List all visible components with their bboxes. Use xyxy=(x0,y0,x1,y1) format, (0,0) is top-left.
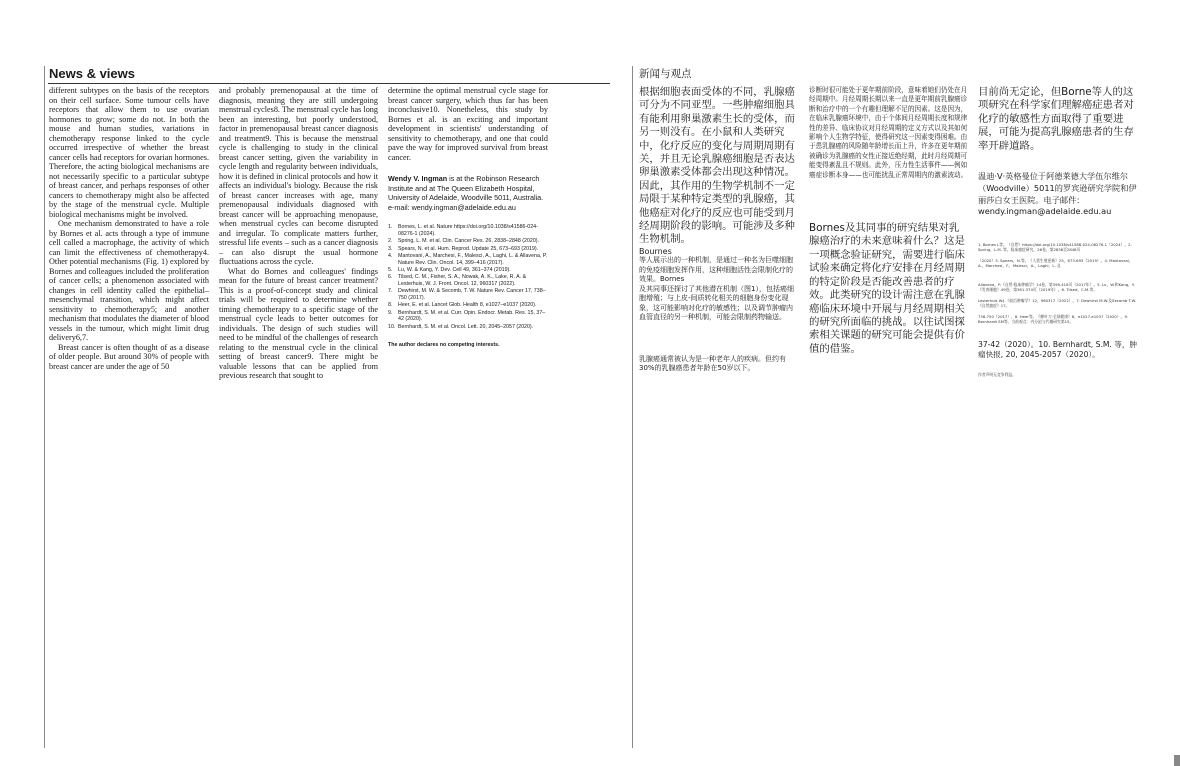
reference-item xyxy=(388,288,548,301)
author-bio-zh: 温迪·V·英格曼位于阿德莱德大学伍尔维尔（Woodville）5011的罗宾逊研究学院和伊丽莎白女王医院。电子邮件：wendy.ingman@adelaide.edu.au xyxy=(978,171,1137,217)
paragraph: determine the optimal menstrual cycle stage for breast cancer surgery, which thus far has been inconclusive10. Nonetheless, this study by Bornes et al. is an exciting and important development in scientists' understanding of sensitivity to chemotherapy, and one that could pave the way for improved survival from breast cancer. xyxy=(388,86,548,162)
reference-text: Mantovani, A., Marchesi, F., Malesci, A., Laghi, L. & Allavena, P. Nature Rev. Clin. Oncol. 14, 399–416 (2017). xyxy=(398,252,548,266)
reference-item xyxy=(388,224,548,237)
paragraph: Bournes xyxy=(639,246,672,256)
reference-number: 1. xyxy=(388,224,393,231)
paragraph: 等人展示出的一种机制，是通过一种名为巨噬细胞的免疫细胞发挥作用，这种细胞活性会限制化疗的效果。Bornes xyxy=(639,256,793,284)
reference-number: 2. xyxy=(388,238,393,245)
column-3 xyxy=(388,86,548,348)
competing-interests-zh: 作者声明无竞争利益。 xyxy=(978,372,1016,378)
reference-item xyxy=(388,238,548,245)
reference-number: 8. xyxy=(388,302,393,309)
paragraph: Bornes及其同事的研究结果对乳腺癌治疗的未来意味着什么？这是一项概念验证研究，需要进行临床试验来确定将化疗安排在月经周期的特定阶段是否能改善患者的疗效。此类研究的设计需注意在乳腺癌临床环境中开展与月经周期相关的研究所面临的挑战。以往试图探索相关课题的研究可能会提供有价值的借鉴。 xyxy=(809,222,965,355)
author-affiliation: is at the Robinson Research Institute and at The Queen Elizabeth Hospital, University of Adelaide, Woodville 5011, Australia. xyxy=(388,174,544,203)
reference-text: Tilsed, C. M., Fisher, S. A., Nowak, A. K., Lake, R. A. & Lesterhuis, W. J. Front. Oncol. 12, 960317 (2022). xyxy=(398,274,527,287)
reference-number: 7. xyxy=(388,288,393,295)
reference-text: Dewhirst, M. W. & Secomb, T. W. Nature Rev. Cancer 17, 738–750 (2017). xyxy=(398,288,546,301)
reference-item xyxy=(388,324,548,331)
zh-column-3 xyxy=(978,86,1138,377)
left-margin-line xyxy=(44,66,45,748)
author-name: Wendy V. Ingman xyxy=(388,174,448,183)
reference-item xyxy=(388,310,548,323)
references-zh: Lesterhuis W.J.《前沿肿瘤学》12，960317（2022）。7. Dewhirst M.W.及Secomb T.W.《自然癌症》17。 xyxy=(978,298,1137,309)
author-bio xyxy=(388,174,548,203)
reference-list xyxy=(388,224,548,330)
reference-number: 9. xyxy=(388,309,393,316)
reference-number: 10. xyxy=(388,323,396,330)
reference-text: Bornes, L. et al. Nature https://doi.org/10.1038/s41586-024-08276-1 (2024). xyxy=(398,224,538,238)
column-2 xyxy=(219,86,378,381)
zh-column-2 xyxy=(809,86,969,356)
references-zh: 738-750（2017），8. Heer等。《柳叶刀·全球健康》8，e1027-e1037（2020）。9. Bernhardt SM等。当前观点：内分泌与代谢研究第15。 xyxy=(978,314,1129,325)
references-zh: 1. Bornes L等。《自然》https://doi.org/10.1038/s41586-024-08276-1（2024）。2. Spring，L.M. 等。临床癌症研究，26卷，第2838至2848页 xyxy=(978,242,1132,253)
competing-interests: The author declares no competing interests. xyxy=(388,342,500,349)
reference-number: 6. xyxy=(388,274,393,281)
paragraph: 根据细胞表面受体的不同，乳腺癌可分为不同亚型。一些肿瘤细胞具有能利用卵巢激素生长的受体，而另一则没有。在小鼠和人类研究中，化疗反应的变化与周期周期有关，并且无论乳腺癌细胞是否表达卵巢激素受体都会出现这种情况。因此，其作用的生物学机制不一定局限于某种特定类型的乳腺癌，其他癌症对化疗的反应也可能受到月经周期阶段的影响。可能涉及多种生物机制。 xyxy=(639,86,795,246)
reference-text: Spring, L. M. et al. Clin. Cancer Res. 26, 2838–2848 (2020). xyxy=(398,238,540,245)
reference-text: Heer, E. et al. Lancet Glob. Health 8, e1027–e1037 (2020). xyxy=(398,302,537,309)
paragraph: 及其同事还探讨了其他潜在机制（图1），包括癌细胞增殖；与上皮-间质转化相关的细胞身份变化现象，这可能影响对化疗的敏感性；以及调节肿瘤内血管直径的另一种机制，可能会限制药物输送。 xyxy=(639,284,794,322)
paragraph: different subtypes on the basis of the receptors on their cell surface. Some tumour cells have receptors that allow them to use ovarian hormones to grow; some do not. In both the mouse and human studies, variations in chemotherapy response linked to the cycle occurred irrespective of whether the breast cancer cells had receptors for ovarian hormones. Therefore, the acting biological mechanisms are not necessarily specific to a particular subtype of breast cancer, and perhaps responses of other cancers to chemotherapy might also be affected by the stage of the menstrual cycle. Multiple biological mechanisms might be involved. xyxy=(49,86,209,219)
zh-column-1 xyxy=(639,86,799,374)
reference-text: Bernhardt, S. M. et al. Curr. Opin. Endocr. Metab. Res. 15, 37–42 (2020). xyxy=(398,309,546,323)
reference-text: Lu, W. & Kang, Y. Dev. Cell 49, 361–374 (2019). xyxy=(398,266,511,273)
reference-text: Bernhardt, S. M. et al. Oncol. Lett. 20, 2045–2057 (2020). xyxy=(398,323,534,330)
reference-number: 3. xyxy=(388,245,393,252)
reference-text: Spears, N. et al. Hum. Reprod. Update 25, 673–693 (2019). xyxy=(398,245,539,252)
paragraph: and probably premenopausal at the time of diagnosis, meaning they are still undergoing menstrual cycles8. The menstrual cycle has long been an interesting, but poorly understood, factor in premenopausal breast cancer diagnosis and treatment9. This is because the menstrual cycle is challenging to study in the clinical breast cancer setting, given the variability in cycle length and regularity between individuals, how it is defined in clinical protocols and how it affects an individual's biology. Because the risk of breast cancer increases with age, many premenopausal individuals diagnosed with breast cancer will be approaching menopause, when menstrual cycles can become disrupted and irregular. To complicate matters further, stressful life events – such as a cancer diagnosis – can also disrupt the usual hormone fluctuations across the cycle. xyxy=(219,86,378,266)
paragraph: Breast cancer is often thought of as a disease of older people. But around 30% of people with breast cancer are under the age of 50 xyxy=(49,342,209,371)
reference-item xyxy=(388,274,548,287)
center-divider xyxy=(632,66,633,748)
reference-number: 4. xyxy=(388,252,393,259)
paragraph: 乳腺癌通常被认为是一种老年人的疾病。但约有30%的乳腺癌患者年龄在50岁以下。 xyxy=(639,354,786,373)
paragraph: One mechanism demonstrated to have a role by Bornes et al. acts through a type of immune cell called a macrophage, the activity of which can limit the effectiveness of chemotherapy4. Other potential mechanisms (Fig. 1) explored by Bornes and colleagues included the proliferation of cancer cells; a phenomenon associated with changes in cell identity called the epithelial–mesenchymal transition, which might affect sensitivity to chemotherapy5; and another mechanism that modulates the diameter of blood vessels in the tumour, which might limit drug delivery6,7. xyxy=(49,219,209,342)
paragraph: 目前尚无定论，但Borne等人的这项研究在科学家们理解癌症患者对化疗的敏感性方面取得了重要进展，可能为提高乳腺癌患者的生存率开辟道路。 xyxy=(978,86,1134,152)
section-header: News & views xyxy=(49,66,135,81)
paragraph: 诊断时很可能处于更年期前阶段，意味着她们仍处在月经周期中。月经周期长期以来一直是更年期前乳腺癌诊断和治疗中的一个有趣但理解不足的因素。这是因为，在临床乳腺癌环境中，由于个体间月经周期长度和规律性的差异、临床协议对月经周期的定义方式以及其如何影响个人生物学特征，使得研究这一因素变得困难。由于患乳腺癌的风险随年龄增长而上升，许多在更年期前被确诊为乳腺癌的女性正接近绝经期，此时月经周期可能变得紊乱且不规则。此外，压力性生活事件——例如癌症诊断本身——也可能扰乱正常周期内的激素波动。 xyxy=(809,86,968,179)
section-header-zh: 新闻与观点 xyxy=(639,68,692,80)
page-corner-mark xyxy=(1174,755,1180,766)
references-zh: 37-42（2020）。10. Bernhardt, S.M. 等，肿瘤快报, 20, 2045-2057（2020）。 xyxy=(978,340,1138,360)
column-1 xyxy=(49,86,209,371)
reference-item xyxy=(388,246,548,253)
header-rule xyxy=(48,83,610,84)
reference-item xyxy=(388,302,548,309)
reference-item xyxy=(388,267,548,274)
references-zh: （2020）3. Spears，N.等。《人类生殖更新》25，673-693（2019）。4. Mantovani，A.，Marchesi，F.，Malesci，A.，Laghi，L. 及 xyxy=(978,258,1133,269)
reference-item xyxy=(388,253,548,266)
paragraph: What do Bornes and colleagues' findings mean for the future of breast cancer treatment? This is a proof-of-concept study and clinical trials will be required to determine whether timing chemotherapy to a specific stage of the menstrual cycle leads to better outcomes for individuals. The design of such studies will need to be mindful of the challenges of research relating to the menstrual cycle in the clinical setting of breast cancer9. There might be valuable lessons that can be applied from previous research that sought to xyxy=(219,266,378,380)
reference-number: 5. xyxy=(388,266,393,273)
author-email[interactable]: e-mail: wendy.ingman@adelaide.edu.au xyxy=(388,202,516,212)
references-zh: Allavena，P.《自然·临床肿瘤学》14卷，第399-416页（2017年）。5. Lu，W.和Kang，Y.《发育细胞》49卷，第361-374页（2019年）。6. Tilsed，C.M.等。 xyxy=(978,282,1135,293)
